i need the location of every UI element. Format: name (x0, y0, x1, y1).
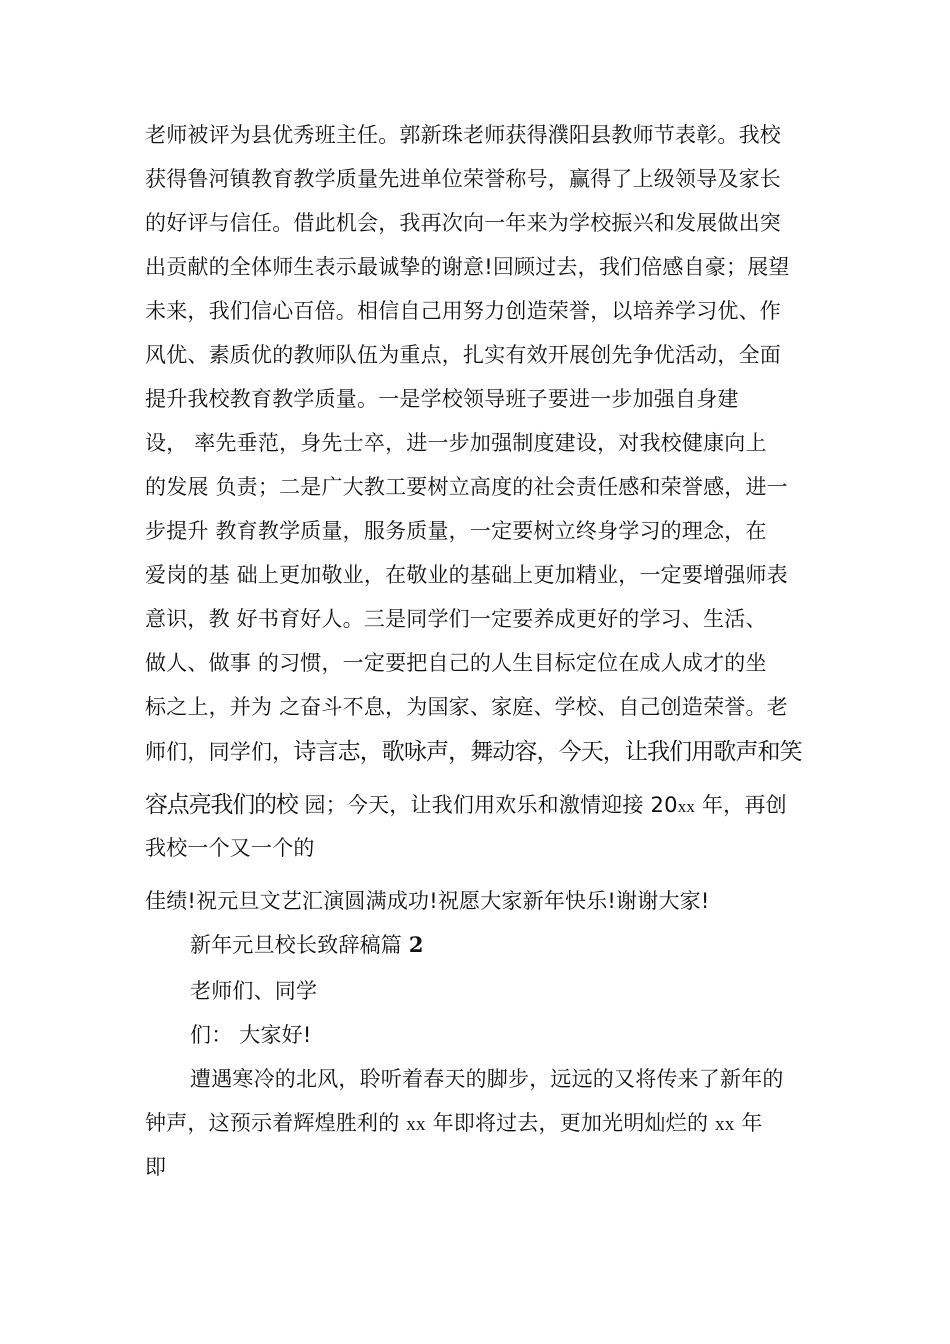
salutation-line: 们： 大家好! (190, 1023, 312, 1047)
section-heading (190, 930, 424, 960)
text-run-large: 诗言志，歌咏声，舞动容，今天，让我们用歌声和笑 (293, 739, 802, 765)
body-line: 老师被评为县优秀班主任。郭新珠老师获得濮阳县教师节表彰。我校 (145, 123, 781, 147)
text-run: 师们，同学们， (145, 740, 294, 764)
body-line: 设， 率先垂范，身先士卒，进一步加强制度建设，对我校健康向上 (145, 431, 767, 455)
body-line: 标之上，并为 之奋斗不息，为国家、家庭、学校、自己创造荣誉。老 (145, 695, 788, 719)
body-line: 未来，我们信心百倍。相信自己用努力创造荣誉，以培养学习优、作 (145, 299, 781, 323)
body-line: 爱岗的基 础上更加敬业，在敬业的基础上更加精业，一定要增强师表 (145, 563, 788, 587)
body-line: 提升我校教育教学质量。一是学校领导班子要进一步加强自身建 (145, 387, 739, 411)
body-line: 步提升 教育教学质量，服务质量，一定要树立终身学习的理念，在 (145, 519, 767, 543)
body-line: 的发展 负责；二是广大教工要树立高度的社会责任感和荣誉感，进一 (145, 475, 788, 499)
salutation-line: 老师们、同学 (190, 979, 318, 1003)
body-line: 获得鲁河镇教育教学质量先进单位荣誉称号，赢得了上级领导及家长 (145, 167, 781, 191)
text-run-serif: xx (677, 797, 696, 816)
body-line: 即 (145, 1155, 167, 1179)
body-line: 的好评与信任。借此机会，我再次向一年来为学校振兴和发展做出突 (145, 211, 781, 235)
body-line-mixed (145, 737, 802, 767)
body-line: 遭遇寒冷的北风，聆听着春天的脚步，远远的又将传来了新年的 (190, 1067, 784, 1091)
text-run: 钟声，这预示着辉煌胜利的 (145, 1111, 407, 1135)
text-run-serif: xx (406, 1114, 426, 1135)
body-line-mixed (145, 1108, 763, 1140)
text-run: 年，再创 (695, 793, 787, 817)
heading-text: 新年元旦校长致辞稿篇 (190, 933, 409, 957)
body-line: 我校一个又一个的 (145, 836, 315, 860)
body-line-mixed (145, 790, 787, 822)
body-line: 佳绩!祝元旦文艺汇演圆满成功!祝愿大家新年快乐!谢谢大家! (145, 889, 710, 913)
body-line: 意识，教 好书育好人。三是同学们一定要养成更好的学习、生活、 (145, 607, 767, 631)
text-run-serif: xx (715, 1114, 735, 1135)
body-line: 出贡献的全体师生表示最诚挚的谢意!回顾过去，我们倍感自豪；展望 (145, 255, 790, 279)
text-run: 年即将过去，更加光明灿烂的 (425, 1111, 716, 1135)
body-line: 风优、素质优的教师队伍为重点，扎实有效开展创先争优活动，全面 (145, 343, 781, 367)
text-run-large: 容点亮我们的校 (145, 792, 298, 818)
body-line: 做人、做事 的习惯，一定要把自己的人生目标定位在成人成才的坐 (145, 651, 767, 675)
heading-number: 2 (408, 932, 424, 957)
text-run: 园；今天，让我们用欢乐和激情迎接 20 (297, 793, 678, 817)
text-run: 年 (734, 1111, 763, 1135)
